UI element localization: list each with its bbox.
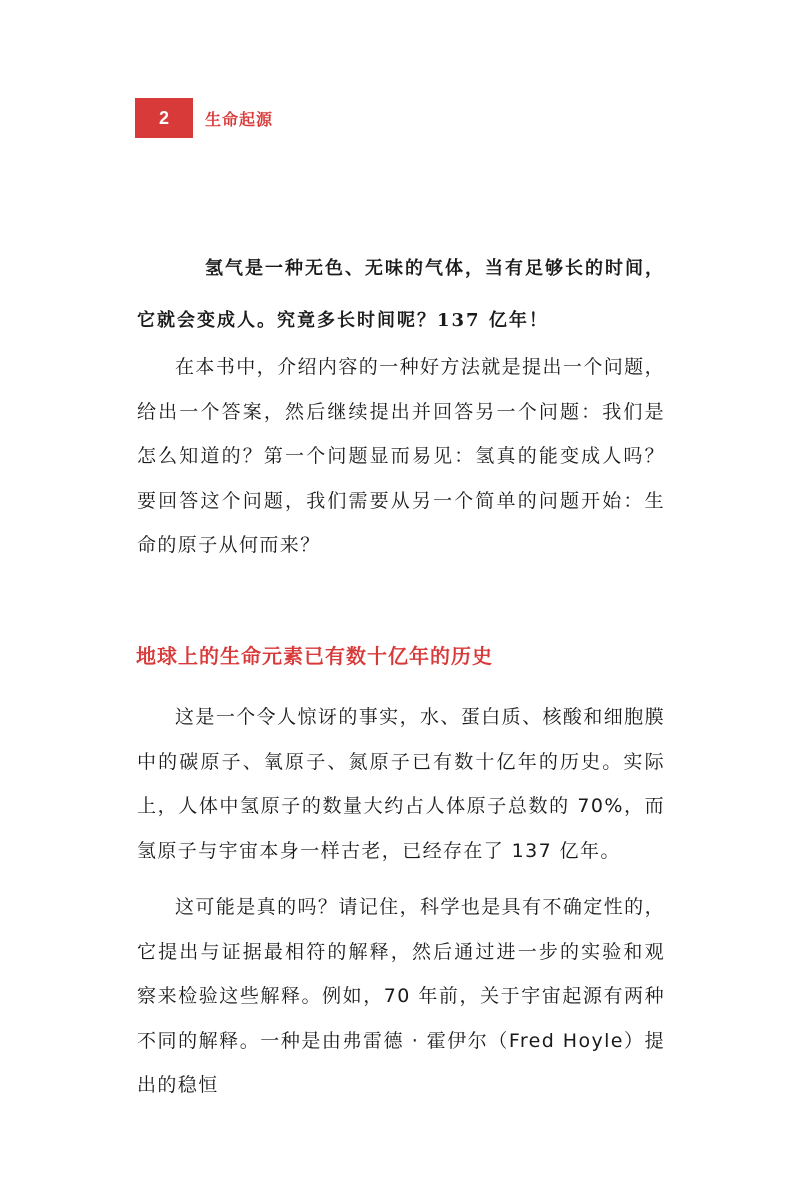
page-header bbox=[135, 98, 273, 138]
body-paragraph-3: 这可能是真的吗？请记住，科学也是具有不确定性的，它提出与证据最相符的解释，然后通过进一步的实验和观察来检验这些解释。例如，70 年前，关于宇宙起源有两种不同的解释。一种是由弗雷德 · 霍伊尔（Fred Hoyle）提出的稳恒 bbox=[137, 896, 665, 1096]
body-paragraph-1: 在本书中，介绍内容的一种好方法就是提出一个问题，给出一个答案，然后继续提出并回答另一个问题：我们是怎么知道的？第一个问题显而易见：氢真的能变成人吗？要回答这个问题，我们需要从另一个简单的问题开始：生命的原子从何而来？ bbox=[137, 356, 665, 556]
section-heading: 地球上的生命元素已有数十亿年的历史 bbox=[136, 644, 493, 668]
page-number-badge bbox=[135, 98, 193, 138]
chapter-title: 生命起源 bbox=[205, 109, 274, 129]
body-paragraph-2: 这是一个令人惊讶的事实，水、蛋白质、核酸和细胞膜中的碳原子、氧原子、氮原子已有数十亿年的历史。实际上，人体中氢原子的数量大约占人体原子总数的 70%，而氢原子与宇宙本身一样古老，已经存在了 137 亿年。 bbox=[137, 706, 665, 862]
page-number: 2 bbox=[158, 107, 169, 128]
epigraph-quote: 氢气是一种无色、无味的气体，当有足够长的时间，它就会变成人。究竟多长时间呢？137 亿年！ bbox=[137, 258, 665, 331]
